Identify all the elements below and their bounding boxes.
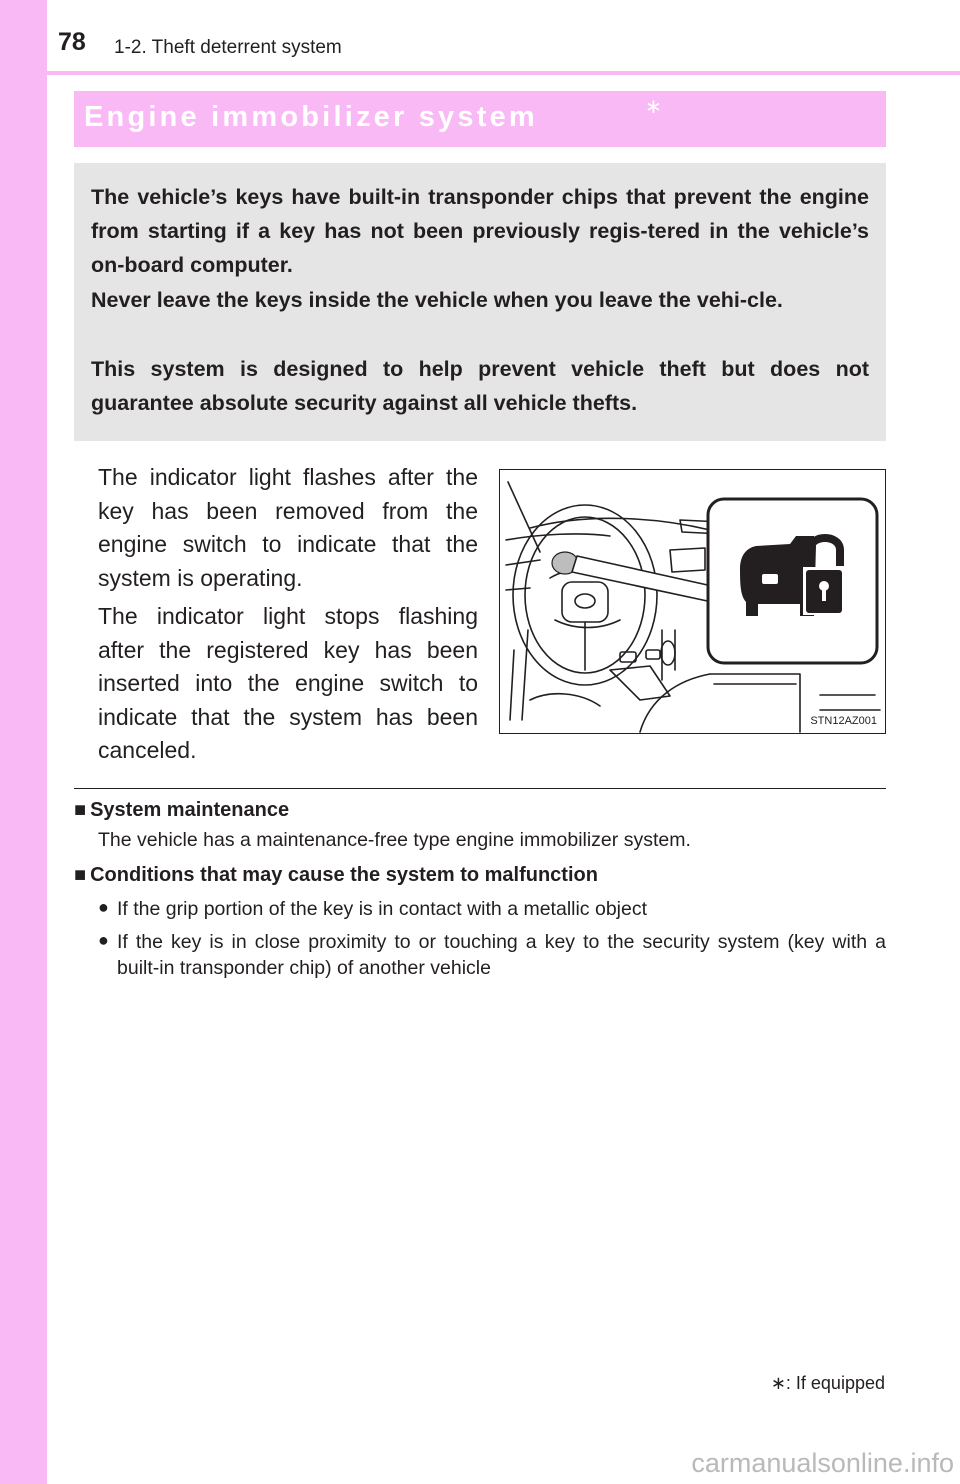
dashboard-illustration xyxy=(500,470,885,733)
list-item-text: If the key is in close proximity to or touching a key to the security system (key with a built-in transponder chip) of another vehicle xyxy=(117,931,886,979)
figure-code: STN12AZ001 xyxy=(810,715,877,727)
watermark: carmanualsonline.info xyxy=(691,1448,954,1478)
summary-box xyxy=(74,163,886,441)
callout-pointer xyxy=(572,556,712,602)
summary-paragraph: This system is designed to help prevent vehicle theft but does not guarantee absolute security against all vehicle thefts. xyxy=(91,357,869,415)
list-item-text: If the grip portion of the key is in contact with a metallic object xyxy=(117,898,648,920)
footnote xyxy=(771,1374,885,1392)
circle-bullet-icon: ● xyxy=(98,930,109,950)
side-tab-strip xyxy=(0,0,47,1484)
section-divider xyxy=(74,788,886,789)
body-paragraph: The indicator light flashes after the key has been removed from the engine switch to indicate that the system is operating. xyxy=(98,464,478,591)
maintenance-text: The vehicle has a maintenance-free type engine immobilizer system. xyxy=(98,829,691,851)
page-title: Engine immobilizer system xyxy=(84,101,538,133)
footnote-text: : If equipped xyxy=(785,1373,885,1393)
conditions-heading-text: Conditions that may cause the system to malfunction xyxy=(90,864,598,886)
body-paragraph: The indicator light stops flashing after the registered key has been inserted into the engine switch to indicate that the system has been canceled. xyxy=(98,603,478,763)
circle-bullet-icon: ● xyxy=(98,897,109,917)
list-item xyxy=(98,896,886,922)
header-rule xyxy=(47,71,960,75)
title-bar xyxy=(74,91,886,147)
footnote-asterisk: ∗ xyxy=(770,1373,786,1393)
dashboard-figure xyxy=(499,469,886,734)
section-label: 1-2. Theft deterrent system xyxy=(114,37,342,58)
page-number: 78 xyxy=(58,28,86,56)
summary-paragraph: The vehicle’s keys have built-in transponder chips that prevent the engine from starting if a key has not been previously regis-tered in the vehicle’s on-board computer. xyxy=(91,185,869,277)
square-bullet-icon: ■ xyxy=(74,799,87,821)
maintenance-heading xyxy=(74,800,289,820)
equipped-asterisk: ∗ xyxy=(645,96,662,118)
list-item xyxy=(98,929,886,981)
summary-paragraph: Never leave the keys inside the vehicle when you leave the vehi-cle. xyxy=(91,288,783,312)
maintenance-heading-text: System maintenance xyxy=(90,799,290,821)
conditions-heading xyxy=(74,865,598,885)
square-bullet-icon: ■ xyxy=(74,864,87,886)
